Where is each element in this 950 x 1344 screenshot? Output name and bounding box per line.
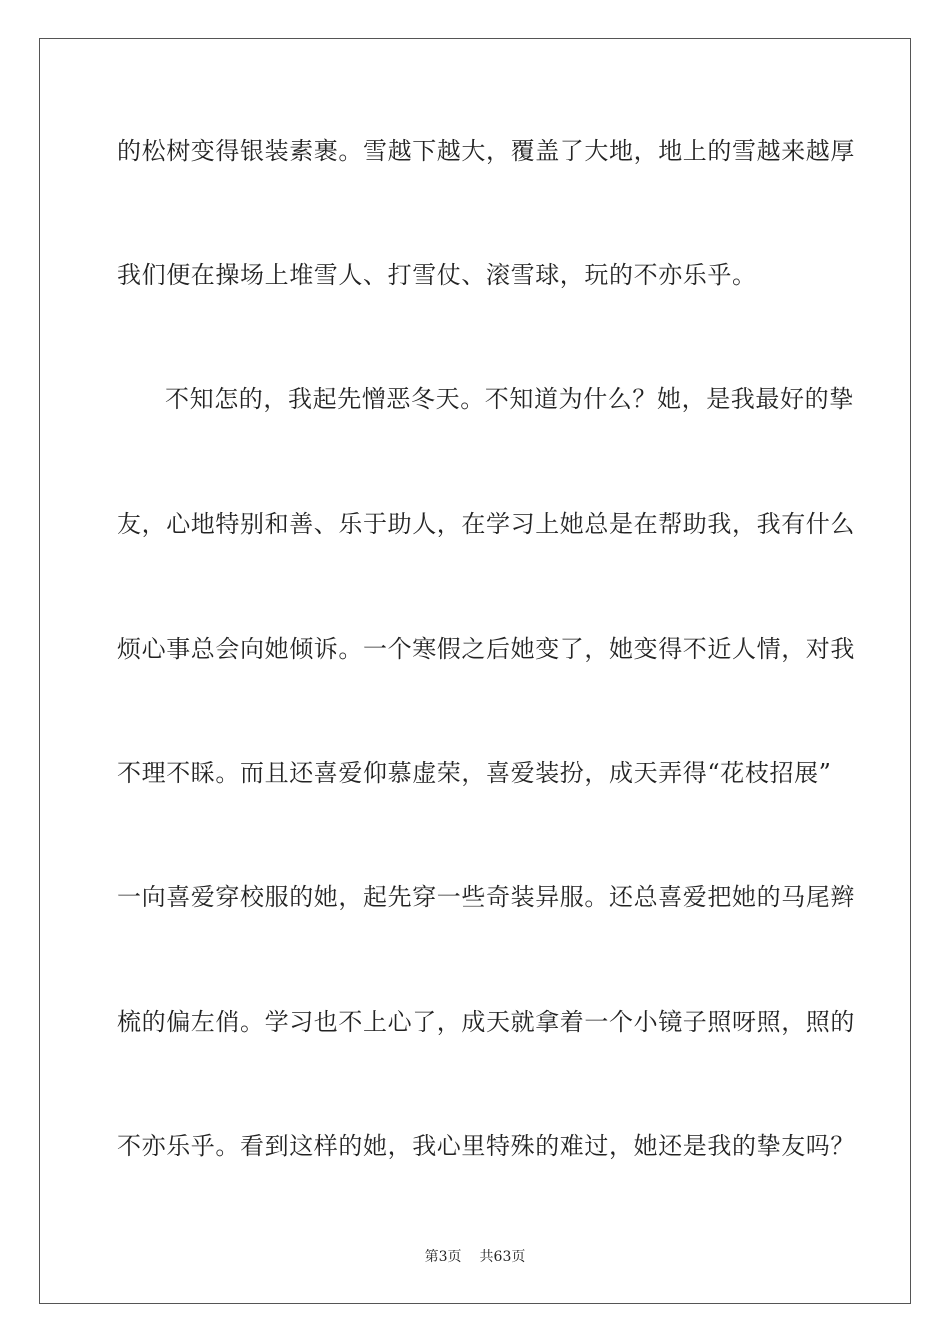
text-line-7: 一向喜爱穿校服的她，起先穿一些奇装异服。还总喜爱把她的马尾辫 — [117, 883, 855, 911]
text-line-9: 不亦乐乎。看到这样的她，我心里特殊的难过，她还是我的挚友吗？ — [117, 1132, 855, 1160]
page-number: 第3页 — [424, 1249, 462, 1265]
text-line-4: 友，心地特别和善、乐于助人，在学习上她总是在帮助我，我有什么 — [117, 510, 855, 538]
text-line-1: 的松树变得银装素裹。雪越下越大，覆盖了大地，地上的雪越来越厚 — [117, 137, 855, 165]
text-line-8: 梳的偏左俏。学习也不上心了，成天就拿着一个小镜子照呀照，照的 — [117, 1008, 855, 1036]
text-line-5: 烦心事总会向她倾诉。一个寒假之后她变了，她变得不近人情，对我 — [117, 635, 855, 663]
page-footer — [0, 1248, 950, 1266]
text-line-3: 不知怎的，我起先憎恶冬天。不知道为什么？她，是我最好的挚 — [165, 385, 854, 413]
text-line-6: 不理不睬。而且还喜爱仰慕虚荣，喜爱装扮，成天弄得“花枝招展” — [117, 759, 832, 787]
page-border — [39, 38, 911, 1304]
page-total: 共63页 — [479, 1249, 526, 1265]
text-line-2: 我们便在操场上堆雪人、打雪仗、滚雪球，玩的不亦乐乎。 — [117, 261, 757, 289]
